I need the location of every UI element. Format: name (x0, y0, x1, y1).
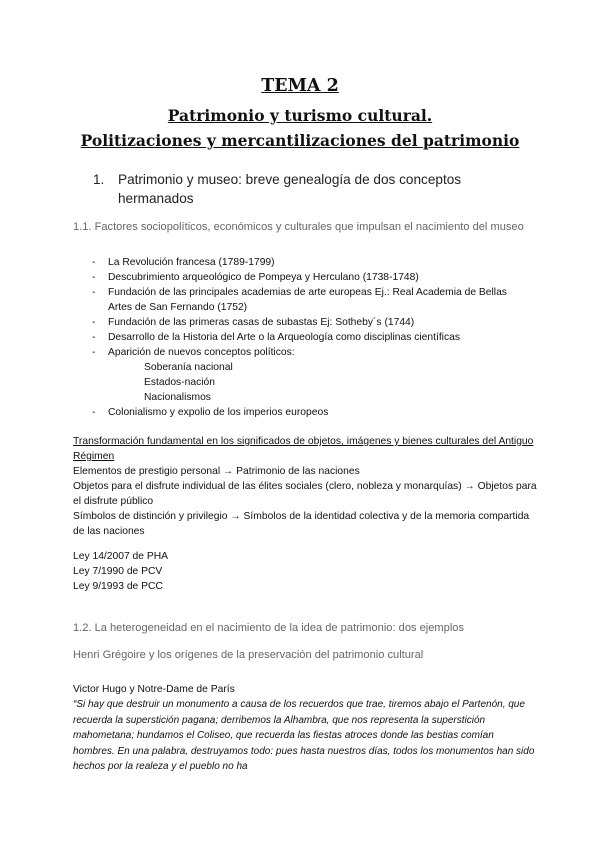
hugo-heading: Victor Hugo y Notre-Dame de París (73, 684, 235, 695)
section-1-text: Patrimonio y museo: breve genealogía de dos conceptos hermanados (118, 172, 462, 206)
list-item: - Fundación de las principales academias de arte europeas Ej.: Real Academia de Bellas Artes de San Fernando (1752) (92, 285, 532, 315)
section-1-number: 1. (93, 172, 105, 187)
transformation-heading: Transformación fundamental en los significados de objetos, imágenes y bienes culturales del Antiguo Régimen (73, 436, 534, 462)
section-1-heading (93, 170, 538, 208)
law-item: Ley 9/1993 de PCC (73, 581, 163, 592)
title-tema: TEMA 2 (261, 76, 339, 96)
transformation-line-1: Elementos de prestigio personal → Patrimonio de las naciones (73, 466, 360, 477)
sub-list-item: Soberanía nacional (144, 362, 233, 373)
title-subtitle-1: Patrimonio y turismo cultural. (167, 106, 433, 125)
list-item: - Desarrollo de la Historia del Arte o la Arqueología como disciplinas científicas (92, 330, 532, 345)
sub-list-item: Nacionalismos (144, 392, 211, 403)
transformation-line-2: Objetos para el disfrute individual de las élites sociales (clero, nobleza y monarquías) → Objetos para el disfrute público (73, 481, 537, 507)
list-item: - Aparición de nuevos conceptos políticos: (92, 345, 532, 360)
transformation-block (73, 434, 538, 539)
subsection-1-1-heading: 1.1. Factores sociopolíticos, económicos y culturales que impulsan el nacimiento del museo (73, 221, 524, 233)
law-item: Ley 7/1990 de PCV (73, 566, 163, 577)
gregoire-heading: Henri Grégoire y los orígenes de la preservación del patrimonio cultural (73, 649, 424, 661)
list-item: - Descubrimiento arqueológico de Pompeya y Herculano (1738-1748) (92, 270, 532, 285)
transformation-line-3: Símbolos de distinción y privilegio → Símbolos de la identidad colectiva y de la memoria compartida de las naciones (73, 511, 530, 537)
hugo-quote: “Si hay que destruir un monumento a causa de los recuerdos que trae, tiremos abajo el Partenón, que recuerda la superstición pagana; derribemos la Alhambra, que nos representa la superstición mahometana; hundamos el Coliseo, que recuerda las fiestas atroces donde las bestias comían hombres. En una palabra, destruyamos todo: pues hasta nuestros días, todos los monumentos han sido hechos por la realeza y el pueblo no ha (73, 699, 535, 772)
sub-list-item: Estados-nación (144, 377, 215, 388)
list-item: - Colonialismo y expolio de los imperios europeos (92, 405, 532, 420)
laws-list (73, 549, 168, 594)
list-item: - La Revolución francesa (1789-1799) (92, 255, 532, 270)
factors-list (92, 255, 532, 420)
law-item: Ley 14/2007 de PHA (73, 551, 169, 562)
subsection-1-2-heading: 1.2. La heterogeneidad en el nacimiento de la idea de patrimonio: dos ejemplos (73, 622, 465, 634)
title-subtitle-2: Politizaciones y mercantilizaciones del patrimonio (80, 131, 520, 150)
list-item: - Fundación de las primeras casas de subastas Ej: Sotheby´s (1744) (92, 315, 532, 330)
